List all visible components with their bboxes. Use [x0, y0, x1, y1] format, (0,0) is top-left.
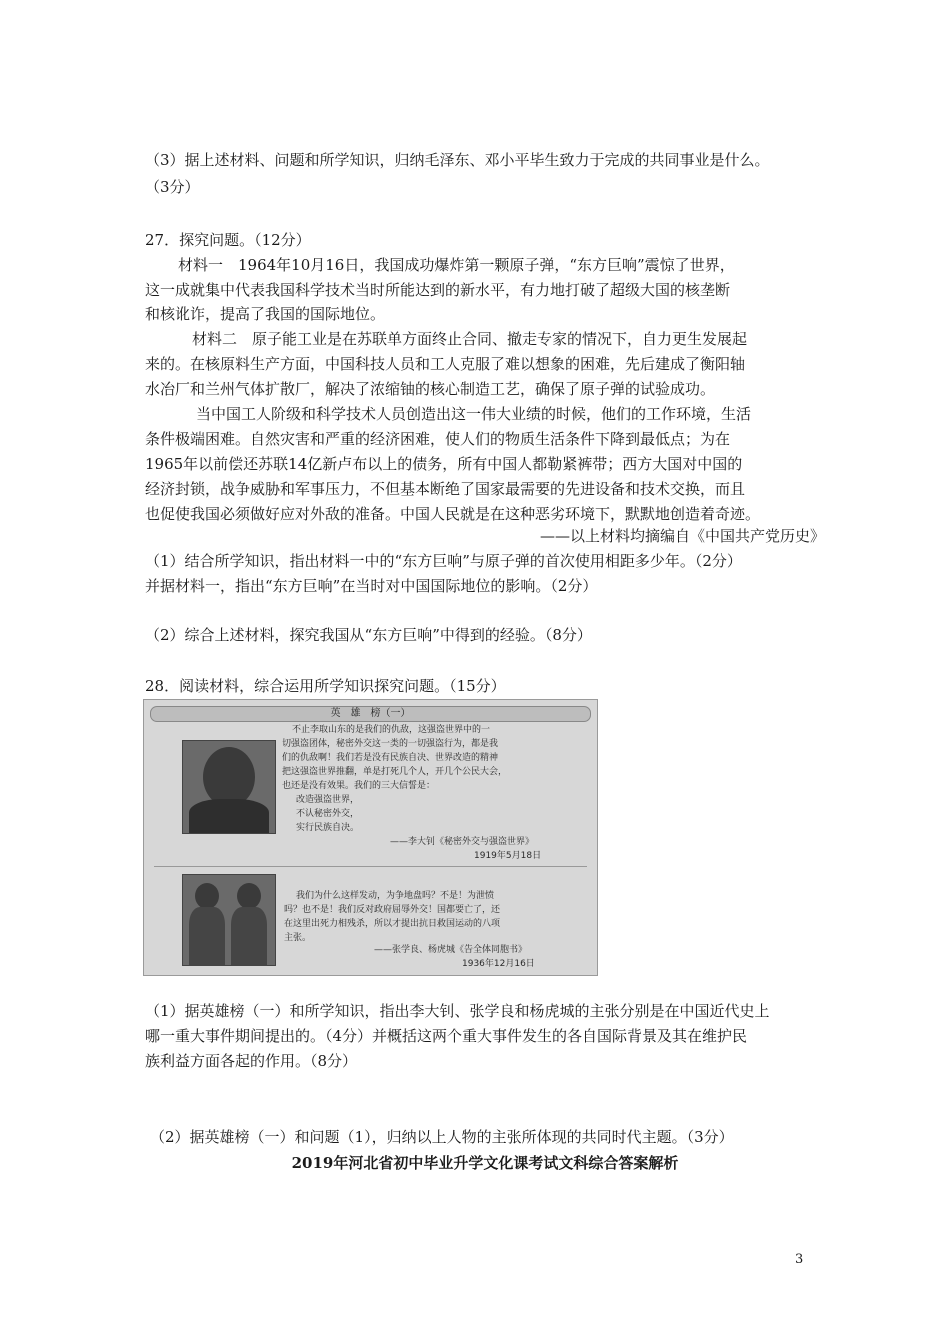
panel1-line7: 不认秘密外交，: [296, 809, 360, 819]
q28-q2: （2）据英雄榜（一）和问题（1），归纳以上人物的主张所体现的共同时代主题。（3分）: [150, 1128, 734, 1146]
q27-m3-line4: 经济封锁，战争威胁和军事压力，不但基本断绝了国家最需要的先进设备和技术交换，而且: [145, 480, 746, 498]
panel2-date: 1936年12月16日: [462, 959, 535, 969]
q28-q1-line1: （1）据英雄榜（一）和所学知识，指出李大钊、张学良和杨虎城的主张分别是在中国近代史上: [145, 1002, 770, 1020]
panel2-line3: 在这里出死力相残杀，所以才提出抗日救国运动的八项: [284, 919, 501, 929]
q28-q1-line2: 哪一重大事件期间提出的。（4分）并概括这两个重大事件发生的各自国际背景及其在维护民: [145, 1027, 748, 1045]
q27-m3-line2: 条件极端困难。自然灾害和严重的经济困难，使人们的物质生活条件下降到最低点；为在: [145, 430, 731, 448]
page-number: 3: [795, 1252, 804, 1267]
q27-m1-line3: 和核讹诈，提高了我国的国际地位。: [145, 305, 386, 323]
panel1-line8: 实行民族自决。: [296, 823, 360, 833]
panel2-line2: 吗？也不是！我们反对政府屈辱外交！国都要亡了，还: [284, 905, 501, 915]
q27-m1-line2: 这一成就集中代表我国科学技术当时所能达到的新水平，有力地打破了超级大国的核垄断: [145, 281, 731, 299]
q27-q1-line1: （1）结合所学知识，指出材料一中的“东方巨响”与原子弹的首次使用相距多少年。（2分）: [145, 552, 742, 570]
panel-divider: [154, 866, 587, 867]
q27-m3-line1: 当中国工人阶级和科学技术人员创造出这一伟大业绩的时候，他们的工作环境，生活: [196, 405, 752, 423]
answer-section-title: 2019年河北省初中毕业升学文化课考试文科综合答案解析: [291, 1154, 679, 1172]
q27-m3-line3: 1965年以前偿还苏联14亿新卢布以上的债务，所有中国人都勒紧裤带；西方大国对中国的: [145, 455, 743, 473]
q27-source: ——以上材料均摘编自《中国共产党历史》: [539, 527, 825, 545]
hero-board-header: 英 雄 榜（一）: [150, 706, 591, 722]
q26-3-line1: （3）据上述材料、问题和所学知识，归纳毛泽东、邓小平毕生致力于完成的共同事业是什么。: [145, 151, 770, 169]
panel1-line2: 切强盗团体，秘密外交这一类的一切强盗行为，都是我: [282, 739, 499, 749]
q26-3-line2: （3分）: [145, 178, 200, 196]
zhang-yang-photo: [182, 874, 276, 966]
panel1-source: ——李大钊《秘密外交与强盗世界》: [390, 837, 535, 847]
panel1-line5: 也还是没有效果。我们的三大信誓是：: [282, 781, 436, 791]
panel1-date: 1919年5月18日: [474, 851, 542, 861]
q27-m1-line1: 材料一 1964年10月16日，我国成功爆炸第一颗原子弹，“东方巨响”震惊了世界，: [178, 256, 735, 274]
q27-q2: （2）综合上述材料，探究我国从“东方巨响”中得到的经验。（8分）: [145, 626, 592, 644]
panel1-line4: 把这强盗世界推翻，单是打死几个人，开几个公民大会，: [282, 767, 508, 777]
li-dazhao-photo: [182, 740, 276, 834]
q27-m2-line2: 来的。在核原料生产方面，中国科技人员和工人克服了难以想象的困难，先后建成了衡阳轴: [145, 355, 746, 373]
q27-q1-line2: 并据材料一，指出“东方巨响”在当时对中国国际地位的影响。（2分）: [145, 577, 598, 595]
panel2-source: ——张学良、杨虎城《告全体同胞书》: [374, 945, 528, 955]
q27-title: 27．探究问题。（12分）: [145, 231, 311, 249]
q27-m3-line5: 也促使我国必须做好应对外敌的准备。中国人民就是在这种恶劣环境下，默默地创造着奇迹。: [145, 505, 761, 523]
panel2-line1: 我们为什么这样发动，为争地盘吗？不是！为泄愤: [296, 891, 495, 901]
panel1-line1: 不止李取山东的是我们的仇敌，这强盗世界中的一: [292, 725, 491, 735]
hero-board-figure: [143, 699, 598, 976]
q27-m2-line3: 水冶厂和兰州气体扩散厂，解决了浓缩铀的核心制造工艺，确保了原子弹的试验成功。: [145, 380, 716, 398]
panel1-line3: 们的仇敌啊！我们若是没有民族自决、世界改造的精神: [282, 753, 499, 763]
q28-q1-line3: 族利益方面各起的作用。（8分）: [145, 1052, 358, 1070]
q28-title: 28．阅读材料，综合运用所学知识探究问题。（15分）: [145, 677, 506, 695]
q27-m2-line1: 材料二 原子能工业是在苏联单方面终止合同、撤走专家的情况下，自力更生发展起: [192, 330, 748, 348]
panel1-line6: 改造强盗世界，: [296, 795, 360, 805]
panel2-line4: 主张。: [284, 933, 312, 943]
